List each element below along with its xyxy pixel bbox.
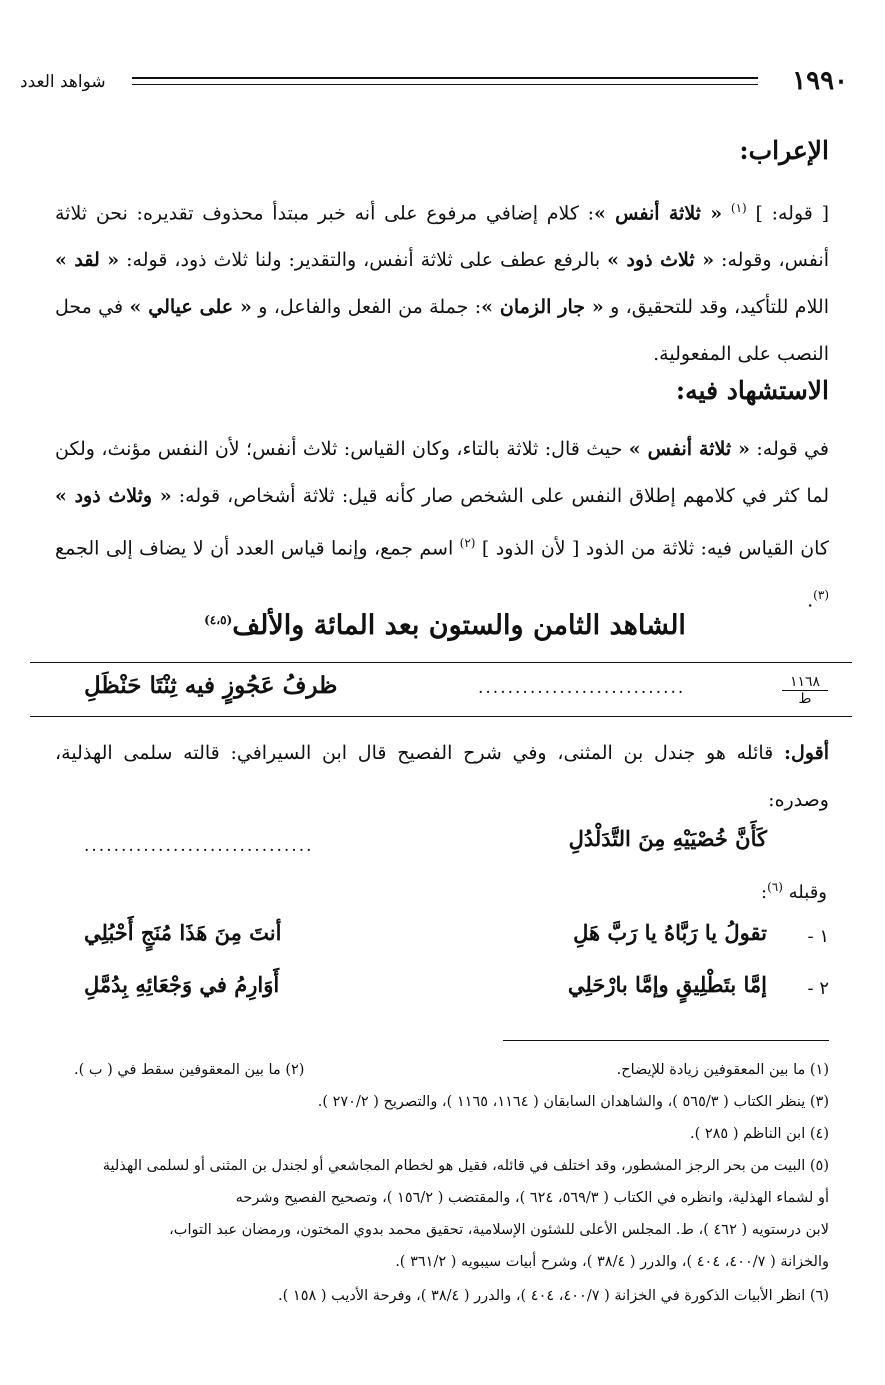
header-double-rule xyxy=(132,77,758,85)
footnote-ref-3: (٣) xyxy=(813,588,829,603)
aqul-label: أقول: xyxy=(784,742,829,764)
footnote-6: (٦) انظر الأبيات الذكورة في الخزانة ( ٤٠٠/٧، ٤٠٤ )، والدرر ( ٣٨/٤ )، وفرحة الأديب ( ١٥٨ ). xyxy=(278,1288,829,1304)
quote-thalathat-anfus: « ثلاثة أنفس » xyxy=(594,202,723,225)
footnote-separator xyxy=(503,1040,829,1041)
istishhad-text: اسم جمع، وإنما قياس العدد أن لا يضاف إلى الجمع xyxy=(55,537,454,560)
paragraph-aqul xyxy=(55,730,829,824)
footnote-1: (١) ما بين المعقوفين زيادة للإيضاح. xyxy=(616,1062,829,1078)
shahid-bottom-rule xyxy=(30,716,852,717)
footnote-2: (٢) ما بين المعقوفين سقط في ( ب ). xyxy=(74,1062,305,1078)
verse-first-hemistich: إمَّا بتَطْلِيقٍ وإمَّا بارْحَلِي xyxy=(567,972,767,997)
verse-number: ١ - xyxy=(807,926,829,947)
sadr-hemistich: كَأَنَّ خُصْيَيْهِ مِنَ التَّدَلْدُلِ xyxy=(568,826,767,851)
quote-wathalath-dhawd: « وثلاث ذود » xyxy=(55,485,172,507)
quote-thalath-dhawd: « ثلاث ذود » xyxy=(607,249,715,272)
running-title: شواهد العدد xyxy=(20,72,106,92)
i3rab-text: [ قوله: ] xyxy=(755,202,829,225)
quote-thalathat-anfus: « ثلاثة أنفس » xyxy=(628,438,750,460)
i3rab-text: : جملة من الفعل والفاعل، و xyxy=(258,296,482,319)
footnote-ref-1: (١) xyxy=(730,201,747,215)
paragraph-istishhad xyxy=(55,426,829,625)
verse-second-hemistich: أَوَارِمُ في وَجْعَائِهِ بِدُمَّلِ xyxy=(84,972,280,997)
heading-i3rab: الإعراب: xyxy=(739,136,829,165)
shahid-number xyxy=(782,674,828,707)
paragraph-i3rab xyxy=(55,185,829,378)
footnote-ref-6: (٦) xyxy=(767,880,783,894)
running-header xyxy=(20,66,850,100)
verse-second-hemistich: أنتَ مِنَ هَذَا مُنَجٍ أَحْبُلِي xyxy=(84,920,282,945)
istishhad-text: كان القياس فيه: ثلاثة من الذود [ لأن الذود ] xyxy=(481,537,829,560)
footnote-5-line-2: أو لشماء الهذلية، وانظره في الكتاب ( ٥٦٩/٣، ٦٢٤ )، والمقتضب ( ١٥٦/٢ )، وتصحيح الفصيح وشرحه xyxy=(235,1190,829,1206)
i3rab-text: في محل النصب على المفعولية. xyxy=(55,296,829,366)
i3rab-text: : كلام إضافي مرفوع على أنه خبر مبتدأ محذوف تقديره: نحن ثلاثة أنفس، وقوله: xyxy=(55,202,829,272)
qablahu-colon: : xyxy=(761,882,768,903)
section-title xyxy=(60,610,830,641)
i3rab-text: اللام للتأكيد، وقد للتحقيق، و xyxy=(610,296,829,319)
istishhad-text: . xyxy=(807,589,814,612)
section-title-text: الشاهد الثامن والستون بعد المائة والألف xyxy=(232,610,686,641)
verse-first-hemistich: تقولُ يا رَبَّاهُ يا رَبَّ هَلِ xyxy=(573,920,767,945)
quote-jar-alzaman: « جار الزمان » xyxy=(481,296,604,319)
footnote-ref-2: (٢) xyxy=(459,536,476,550)
quote-ala-iyali: « على عيالي » xyxy=(129,296,252,319)
quote-laqad: « لقد » xyxy=(55,249,120,272)
footnote-4: (٤) ابن الناظم ( ٢٨٥ ). xyxy=(689,1126,829,1142)
page-number: ١٩٩٠ xyxy=(792,66,848,96)
footnote-5-line-3: لابن درستويه ( ٤٦٢ )، ط. المجلس الأعلى للشئون الإسلامية، تحقيق محمد بدوي المختون، ورمضان عبد التواب، xyxy=(169,1222,829,1238)
footnote-ref-4-5: (٤،٥) xyxy=(204,613,233,627)
shahid-top-rule xyxy=(30,662,852,663)
shahid-number-value: ١١٦٨ xyxy=(782,674,828,691)
qablahu-line xyxy=(761,880,827,903)
footnote-5-line-1: (٥) البيت من بحر الرجز المشطور، وقد اختلف في قائله، فقيل هو لخطام المجاشعي أو لجندل بن المثنى أو لسلمى الهذلية xyxy=(102,1158,829,1174)
i3rab-text: بالرفع عطف على ثلاثة أنفس، والتقدير: ولنا ثلاث ذود، قوله: xyxy=(126,249,601,272)
shahid-hemistich: ظرفُ عَجُوزٍ فيه ثِنْتَا حَنْظَلِ xyxy=(84,672,338,699)
footnote-5-line-4: والخزانة ( ٤٠٠/٧، ٤٠٤ )، والدرر ( ٣٨/٤ )، وشرح أبيات سيبويه ( ٣٦١/٢ ). xyxy=(395,1254,829,1270)
footnote-3: (٣) ينظر الكتاب ( ٥٦٥/٣ )، والشاهدان السابقان ( ١١٦٤، ١١٦٥ )، والتصريح ( ٢٧٠/٢ ). xyxy=(317,1094,829,1110)
istishhad-text: حيث قال: ثلاثة بالتاء، وكان القياس: ثلاث أنفس؛ لأن النفس مؤنث، ولكن لما كثر في كلامهم إطلاق النفس على الشخص صار كأنه قيل: ثلاثة أشخاص، قوله: xyxy=(55,438,829,507)
sadr-dots: ............................... xyxy=(84,836,314,856)
istishhad-text: في قوله: xyxy=(756,438,829,460)
shahid-meter-mark: ط xyxy=(798,691,812,707)
qablahu-text: وقبله xyxy=(788,882,827,903)
heading-istishhad: الاستشهاد فيه: xyxy=(675,376,829,405)
shahid-dots: ............................ xyxy=(478,678,686,698)
verse-number: ٢ - xyxy=(807,978,829,999)
aqul-text: قائله هو جندل بن المثنى، وفي شرح الفصيح قال ابن السيرافي: قالته سلمى الهذلية، وصدره: xyxy=(55,742,829,811)
